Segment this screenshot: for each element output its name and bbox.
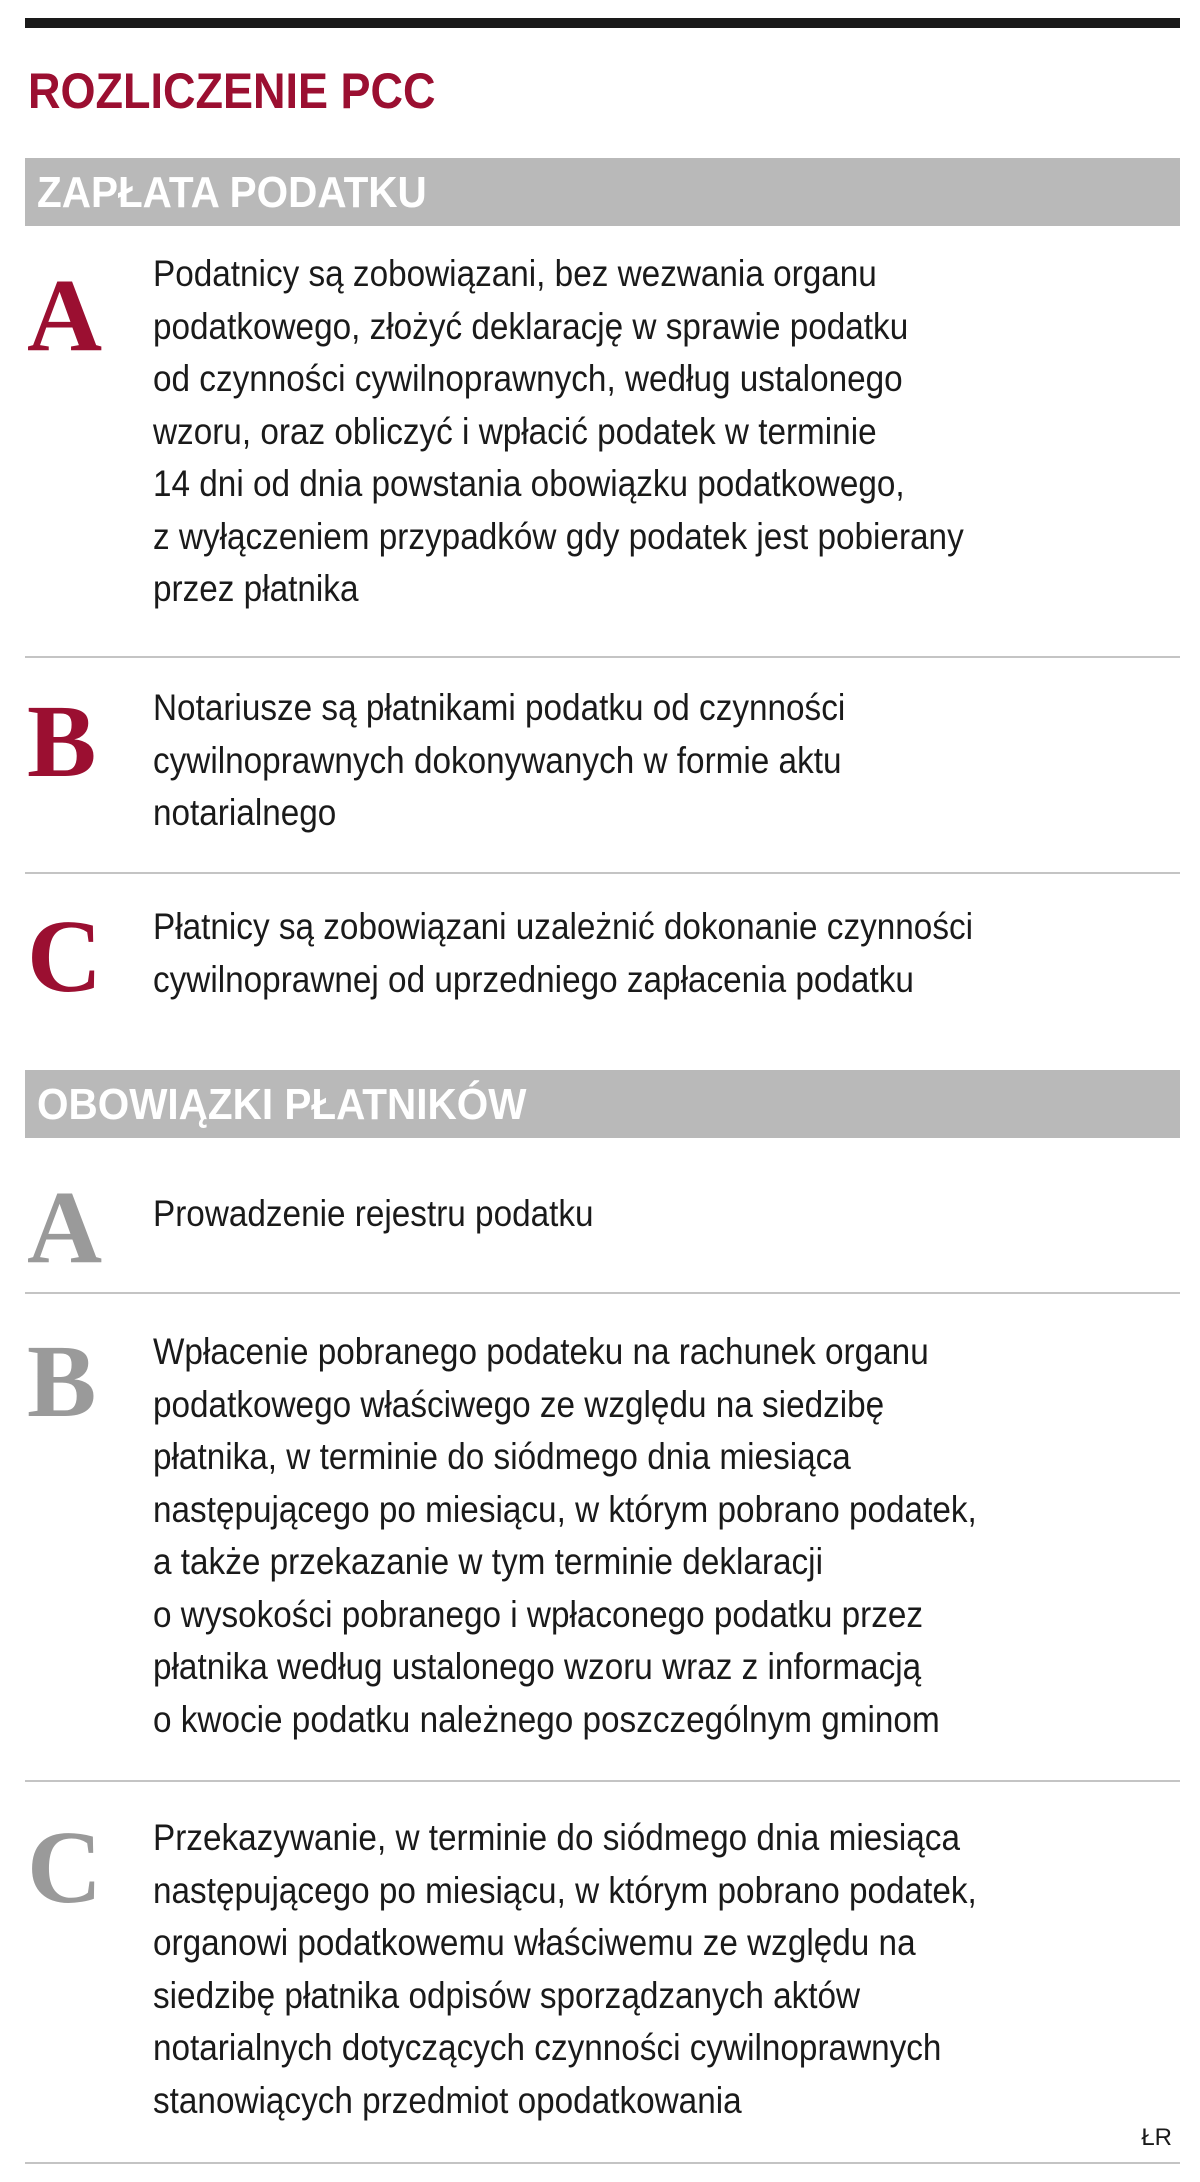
divider — [25, 872, 1180, 874]
item-text: Prowadzenie rejestru podatku — [153, 1193, 594, 1234]
item-letter: C — [27, 1810, 103, 1925]
item-letter: A — [27, 258, 103, 373]
item-letter: B — [27, 684, 97, 799]
top-rule — [25, 18, 1180, 28]
item-text: Notariusze są płatnikami podatku od czynności cywilnoprawnych dokonywanych w formie aktu notarialnego — [153, 687, 846, 833]
divider — [25, 2162, 1180, 2164]
section-header-label: ZAPŁATA PODATKU — [37, 168, 427, 217]
section-header-payment — [25, 158, 1180, 226]
section-header-obligations — [25, 1070, 1180, 1138]
item-text: Podatnicy są zobowiązani, bez wezwania organu podatkowego, złożyć deklarację w sprawie podatku od czynności cywilnoprawnych, według ustalonego wzoru, oraz obliczyć i wpłacić podatek w terminie 14 dni od dnia powstania obowiązku podatkowego, z wyłączeniem przypadków gdy podatek jest pobierany przez płatnika — [153, 253, 964, 609]
item-text: Wpłacenie pobranego podateku na rachunek organu podatkowego właściwego ze względu na siedzibę płatnika, w terminie do siódmego dnia miesiąca następującego po miesiącu, w którym pobrano podatek, a także przekazanie w tym terminie deklaracji o wysokości pobranego i wpłaconego podatku przez płatnika według ustalonego wzoru wraz z informacją o kwocie podatku należnego poszczególnym gminom — [153, 1331, 977, 1740]
author-credit: ŁR — [1141, 2124, 1172, 2151]
item-text: Przekazywanie, w terminie do siódmego dnia miesiąca następującego po miesiącu, w którym pobrano podatek, organowi podatkowemu właściwemu ze względu na siedzibę płatnika odpisów sporządzanych aktów notarialnych dotyczących czynności cywilnoprawnych stanowiących przedmiot opodatkowania — [153, 1817, 977, 2121]
item-letter: B — [27, 1324, 97, 1439]
page-title: ROZLICZENIE PCC — [28, 63, 436, 119]
item-letter: C — [27, 899, 103, 1014]
divider — [25, 1292, 1180, 1294]
item-letter: A — [27, 1170, 103, 1285]
divider — [25, 656, 1180, 658]
section-header-label: OBOWIĄZKI PŁATNIKÓW — [37, 1080, 527, 1129]
item-text: Płatnicy są zobowiązani uzależnić dokonanie czynności cywilnoprawnej od uprzedniego zapłacenia podatku — [153, 906, 974, 1000]
divider — [25, 1780, 1180, 1782]
